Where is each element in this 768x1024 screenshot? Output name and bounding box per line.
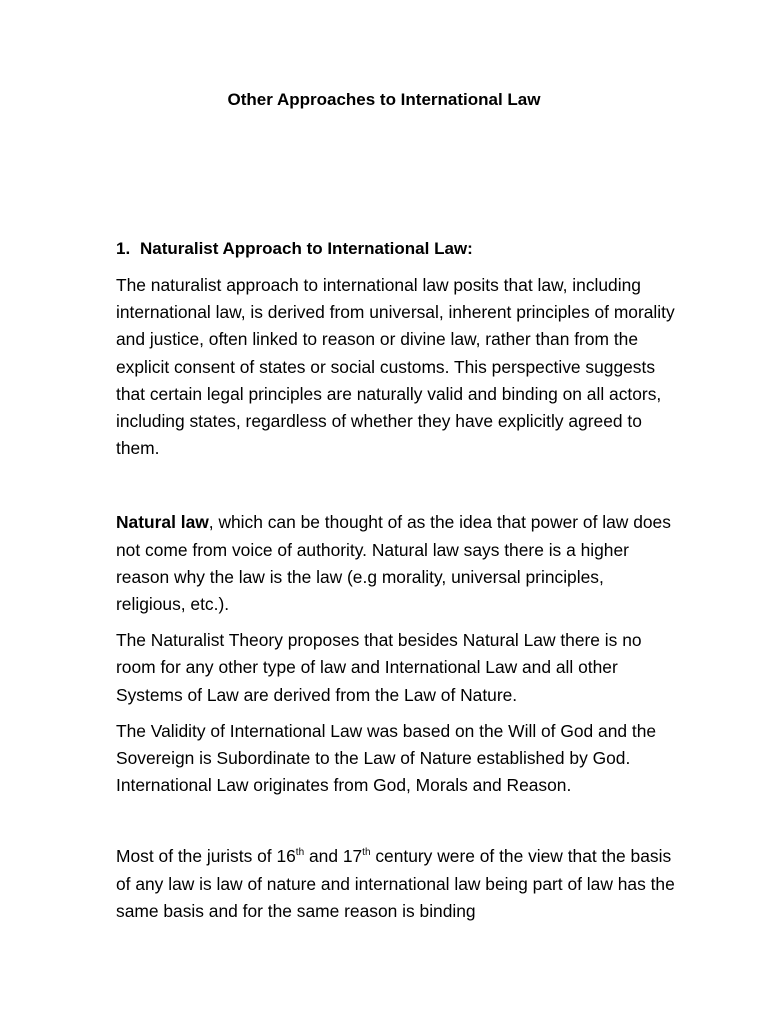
paragraph-natural-law bbox=[116, 509, 676, 618]
jurists-text-1: Most of the jurists of 16 bbox=[116, 846, 296, 867]
paragraph-jurists bbox=[116, 843, 676, 925]
document-body bbox=[116, 235, 676, 925]
paragraph-naturalist-approach: The naturalist approach to international law posits that law, including international law, is derived from universal, inherent principles of morality and justice, often linked to reason or divine law, rather than from the explicit consent of states or social customs. This perspective suggests that certain legal principles are naturally valid and binding on all actors, including states, regardless of whether they have explicitly agreed to them. bbox=[116, 275, 675, 459]
section-heading-text: Naturalist Approach to International Law: bbox=[140, 239, 473, 258]
section-heading bbox=[116, 235, 676, 262]
jurists-text-3: century were of the view that the basis of any law is law of nature and international law being part of law has the same basis and for the same reason is binding bbox=[116, 846, 675, 921]
superscript-th-2: th bbox=[362, 847, 371, 859]
section-number: 1. bbox=[116, 239, 131, 258]
natural-law-text: , which can be thought of as the idea that power of law does not come from voice of authority. Natural law says there is a higher reason why the law is the law (e.g morality, universal principles, religious, etc.). bbox=[116, 512, 671, 615]
paragraph-naturalist-theory: The Naturalist Theory proposes that besides Natural Law there is no room for any other type of law and International Law and all other Systems of Law are derived from the Law of Nature. bbox=[116, 630, 642, 705]
jurists-text-2: and 17 bbox=[304, 846, 363, 867]
paragraph-validity: The Validity of International Law was based on the Will of God and the Sovereign is Subordinate to the Law of Nature established by God. International Law originates from God, Morals and Reason. bbox=[116, 720, 657, 796]
superscript-th-1: th bbox=[295, 847, 305, 859]
natural-law-term: Natural law bbox=[116, 512, 209, 533]
document-title: Other Approaches to International Law bbox=[227, 90, 541, 109]
